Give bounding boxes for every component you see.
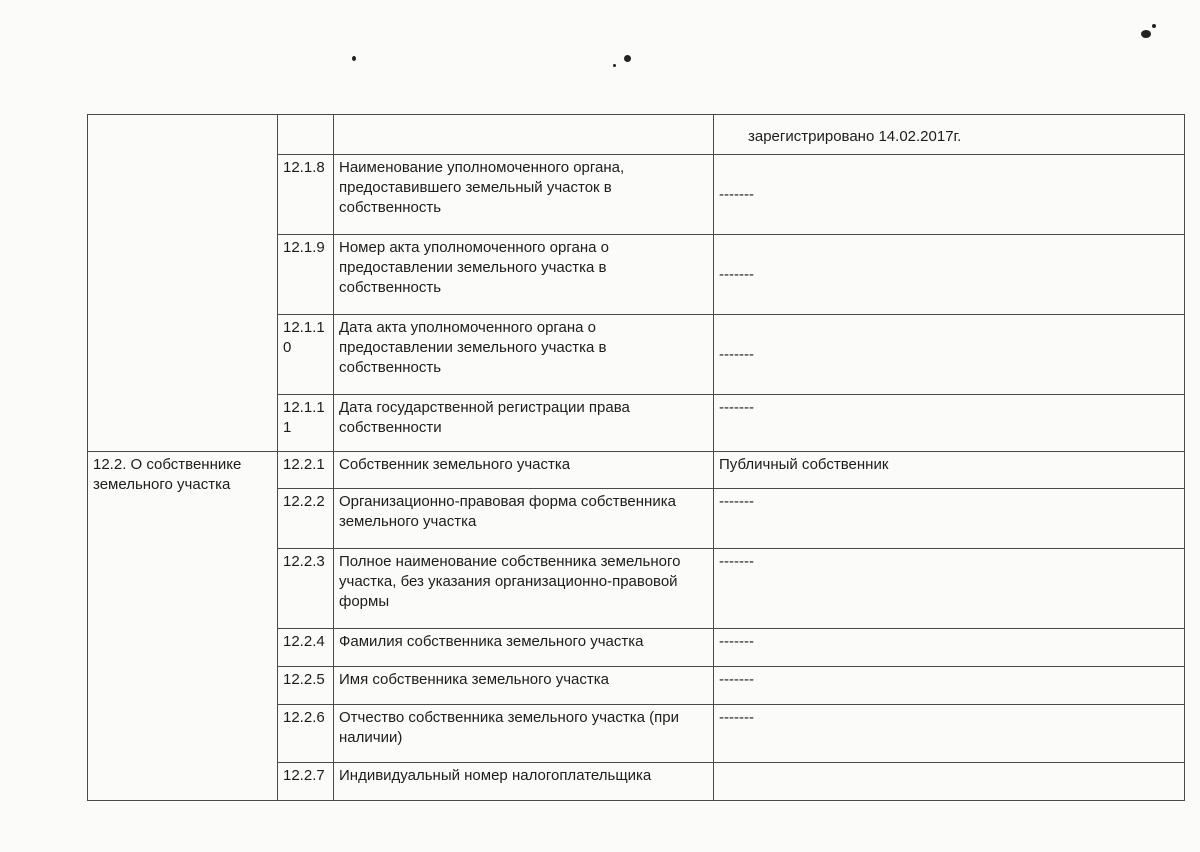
scan-speck [613,64,616,67]
scan-speck [624,55,631,62]
row-number: 12.1.1 1 [278,395,334,452]
row-label: Отчество собственника земельного участка (при наличии) [334,705,714,763]
scan-speck [352,56,356,61]
row-number: 12.2.5 [278,667,334,705]
row-number: 12.1.1 0 [278,315,334,395]
row-number: 12.1.8 [278,155,334,235]
scan-speck [1152,24,1156,28]
row-number: 12.1.9 [278,235,334,315]
row-number: 12.2.7 [278,763,334,801]
property-info-table [87,114,1185,801]
row-value: ------- [714,155,1185,235]
row-number: 12.2.3 [278,549,334,629]
row-number [278,115,334,155]
scan-speck [1141,30,1151,38]
row-value: ------- [714,667,1185,705]
row-value [714,763,1185,801]
row-label: Индивидуальный номер налогоплательщика [334,763,714,801]
table-row [88,452,1185,489]
row-label: Имя собственника земельного участка [334,667,714,705]
section-cell-12-1 [88,115,278,452]
row-label: Собственник земельного участка [334,452,714,489]
row-value: ------- [714,705,1185,763]
row-label: Полное наименование собственника земельного участка, без указания организационно-правовой формы [334,549,714,629]
row-value: ------- [714,549,1185,629]
row-label: Организационно-правовая форма собственника земельного участка [334,489,714,549]
row-label: Дата государственной регистрации права собственности [334,395,714,452]
row-label: Фамилия собственника земельного участка [334,629,714,667]
row-label: Номер акта уполномоченного органа о предоставлении земельного участка в собственность [334,235,714,315]
row-value: ------- [714,235,1185,315]
row-number: 12.2.2 [278,489,334,549]
row-number: 12.2.1 [278,452,334,489]
row-value: Публичный собственник [714,452,1185,489]
row-label [334,115,714,155]
row-label: Наименование уполномоченного органа, предоставившего земельный участок в собственность [334,155,714,235]
row-label: Дата акта уполномоченного органа о предоставлении земельного участка в собственность [334,315,714,395]
row-value: ------- [714,629,1185,667]
row-number: 12.2.6 [278,705,334,763]
row-number: 12.2.4 [278,629,334,667]
table-row [88,115,1185,155]
row-value: зарегистрировано 14.02.2017г. [714,115,1185,155]
row-value: ------- [714,395,1185,452]
row-value: ------- [714,315,1185,395]
section-cell-12-2: 12.2. О собственнике земельного участка [88,452,278,801]
row-value: ------- [714,489,1185,549]
